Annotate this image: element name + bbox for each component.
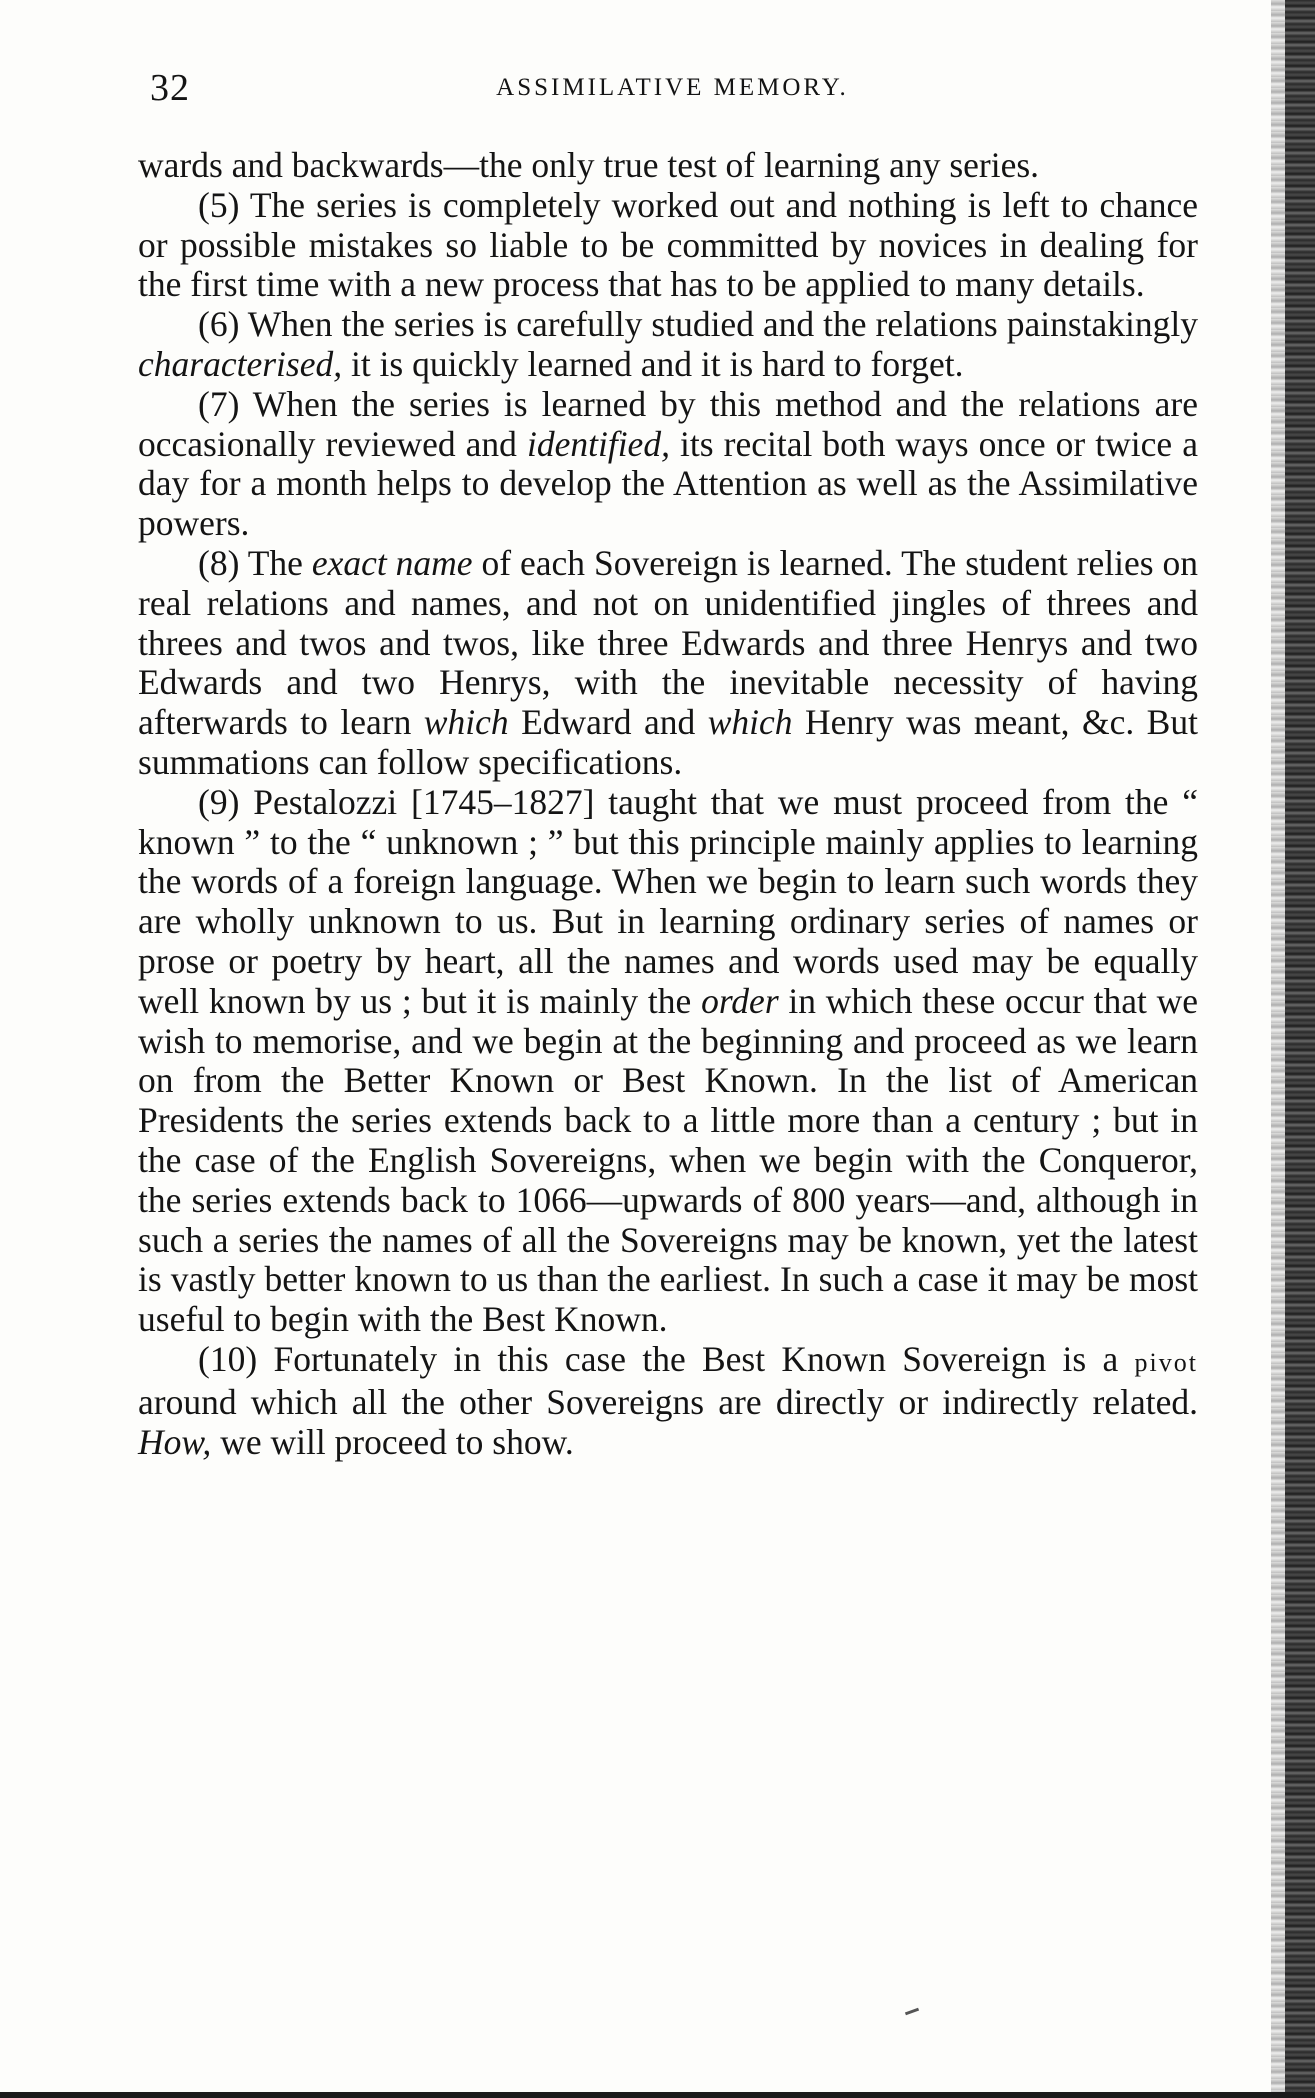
text-run: it is quickly learned and it is hard to forget. xyxy=(342,343,964,384)
italic-run: which xyxy=(423,702,509,743)
stray-ink-mark xyxy=(905,2008,919,2016)
text-run: (5) The series is completely worked out and nothing is left to chance or possible mistakes so liable to be committed by novices in dealing for the first time with a new process that has to be applied to many details. xyxy=(138,184,1198,305)
italic-run: characterised, xyxy=(138,343,343,384)
book-spine-edge xyxy=(1285,0,1315,2098)
paragraph-10 xyxy=(138,1340,1198,1462)
paragraph-7 xyxy=(138,385,1198,544)
text-run: (9) Pestalozzi [1745–1827] taught that we must proceed from the “ known ” to the “ unknown ; ” but this principle mainly applies to learning the words of a foreign language. When we begin to learn such words they are wholly unknown to us. But in learning ordinary series of names or prose or poetry by heart, all the names and words used may be equally well known by us ; but it is mainly the xyxy=(138,781,1198,1021)
italic-run: order xyxy=(701,980,779,1021)
paragraph-8 xyxy=(138,544,1198,783)
text-run: we will proceed to show. xyxy=(211,1421,574,1462)
small-caps-run: pivot xyxy=(1134,1347,1198,1377)
text-run: (7) When the series is learned by this method and the relations are occasionally reviewed and xyxy=(138,383,1198,464)
running-head: ASSIMILATIVE MEMORY. xyxy=(496,74,849,101)
text-run: of each Sovereign is learned. The student relies on real relations and names, and not on unidentified jingles of threes and threes and twos and twos, like three Edwards and three Henrys and two Edwards and two Henrys, with the inevitable necessity of having afterwards to learn xyxy=(138,542,1198,743)
body-text xyxy=(138,146,1198,1462)
page-header xyxy=(150,66,1195,116)
paragraph-continuation xyxy=(138,146,1198,186)
paragraph-5 xyxy=(138,186,1198,305)
text-run: (6) When the series is carefully studied and the relations painstakingly xyxy=(198,304,1198,345)
text-run: (10) Fortunately in this case the Best Known Sovereign is a xyxy=(198,1338,1135,1379)
text-run: Edward and xyxy=(508,702,708,743)
text-run: its recital both ways once or twice a day for a month helps to develop the Attention as well as the Assimilative powers. xyxy=(138,423,1198,544)
italic-run: identified, xyxy=(526,423,670,464)
text-run: around which all the other Sovereigns are directly or indirectly related. xyxy=(138,1381,1198,1422)
italic-run: exact name xyxy=(311,542,473,583)
paragraph-6 xyxy=(138,305,1198,385)
text-run: (8) The xyxy=(198,542,312,583)
text-run: Henry was meant, &c. But summations can follow specifications. xyxy=(138,702,1198,782)
bottom-edge xyxy=(0,2092,1315,2098)
text-run: in which these occur that we wish to memorise, and we begin at the beginning and proceed as we learn on from the Better Known or Best Known. In the list of American Presidents the series extends back to a little more than a century ; but in the case of the English Sovereigns, when we begin with the Conqueror, the series extends back to 1066—upwards of 800 years—and, although in such a series the names of all the Sovereigns may be known, yet the latest is vastly better known to us than the earliest. In such a case it may be most useful to begin with the Best Known. xyxy=(138,980,1198,1340)
page-number: 32 xyxy=(150,67,190,109)
italic-run: How, xyxy=(138,1421,212,1462)
page-edge-shadow xyxy=(1271,0,1285,2098)
italic-run: which xyxy=(707,702,793,743)
text-run: wards and backwards—the only true test of learning any series. xyxy=(138,145,1040,185)
paragraph-9 xyxy=(138,783,1198,1340)
